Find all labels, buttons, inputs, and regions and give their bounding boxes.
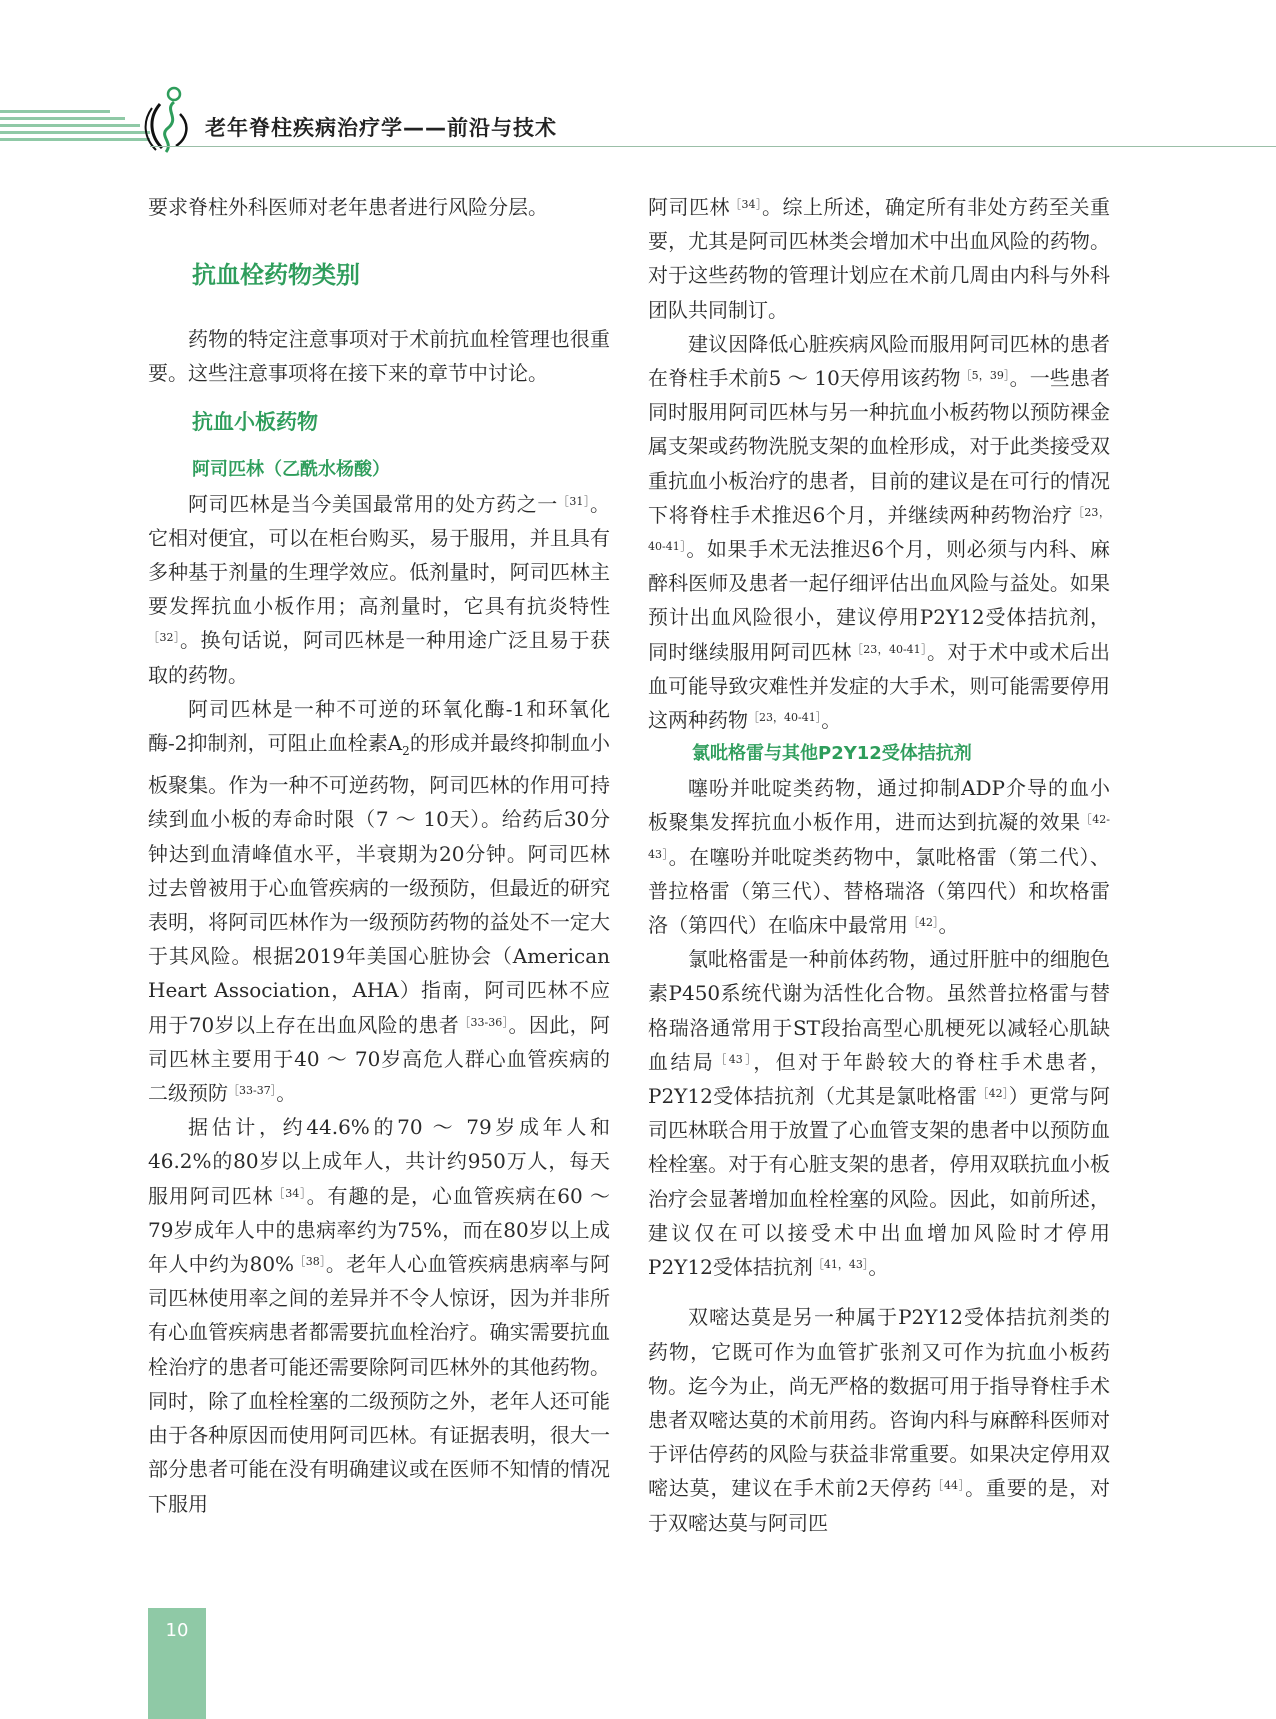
citation: ［42］ (977, 1087, 1009, 1101)
paragraph: 阿司匹林$^{[34]}$。综上所述，确定所有非处方药至关重要，尤其是阿司匹林类会增加术中出血风险的药物。对于这些药物的管理计划应在术前几周由内科与外科团队共同制订。 (648, 195, 1110, 322)
citation: ［31］ (557, 494, 590, 508)
paragraph: 双嘧达莫是另一种属于P2Y12受体拮抗剂类的药物，它既可作为血管扩张剂又可作为抗血小板药物。迄今为止，尚无严格的数据可用于指导脊柱手术患者双嘧达莫的术前用药。咨询内科与麻醉科医师对于评估停药的风险与获益非常重要。如果决定停用双嘧达莫，建议在手术前2天停药$^{[44]}$。重要的是，对于双嘧达莫与阿司匹 (648, 1305, 1111, 1535)
citation: ［33-37］ (228, 1084, 277, 1098)
right-column (648, 190, 1110, 1540)
citation: ［34］ (273, 1186, 307, 1200)
header-stripes (0, 110, 150, 146)
citation: ［23，40-41］ (748, 711, 822, 725)
subsubsection-heading: 阿司匹林（乙酰水杨酸） (192, 458, 390, 480)
paragraph: 要求脊柱外科医师对老年患者进行风险分层。 (148, 195, 548, 219)
paragraph: 建议因降低心脏疾病风险而服用阿司匹林的患者在脊柱手术前5 ～ 10天停用该药物$^{[5,39]}$。一些患者同时服用阿司匹林与另一种抗血小板药物以预防裸金属支架或药物洗脱支架的血栓形成，对于此类接受双重抗血小板治疗的患者，目前的建议是在可行的情况下将脊柱手术推迟6个月，并继续两种药物治疗$^{[23,40-41]}$。如果手术无法推迟6个月，则必须与内科、麻醉科医师及患者一起仔细评估出血风险与益处。如果预计出血风险很小，建议停用P2Y12受体拮抗剂，同时继续服用阿司匹林$^{[23,40-41]}$。对于术中或术后出血可能导致灾难性并发症的大手术，则可能需要停用这两种药物$^{[23,40-41]}$。 (648, 331, 1111, 733)
subsection-heading: 抗血小板药物 (192, 409, 318, 434)
citation: ［43］ (715, 1052, 754, 1066)
left-column (148, 190, 610, 1521)
running-header-title: 老年脊柱疾病治疗学——前沿与技术 (205, 116, 557, 140)
header-divider (150, 146, 1276, 147)
citation: ［42］ (908, 916, 939, 930)
paragraph: 据估计，约44.6%的70 ～ 79岁成年人和46.2%的80岁以上成年人，共计约950万人，每天服用阿司匹林$^{[34]}$。有趣的是，心血管疾病在60 ～ 79岁成年人中的患病率约为75%，而在80岁以上成年人中约为80%$^{[38]}$。老年人心血管疾病患病率与阿司匹林使用率之间的差异并不令人惊讶，因为并非所有心血管疾病患者都需要抗血栓治疗。确实需要抗血栓治疗的患者可能还需要除阿司匹林外的其他药物。同时，除了血栓栓塞的二级预防之外，老年人还可能由于各种原因而使用阿司匹林。有证据表明，很大一部分患者可能在没有明确建议或在医师不知情的情况下服用 (148, 1115, 611, 1516)
citation: ［33-36］ (459, 1015, 509, 1029)
citation: ［23，40-41］ (851, 642, 927, 656)
paragraph: 氯吡格雷是一种前体药物，通过肝脏中的细胞色素P450系统代谢为活性化合物。虽然普拉格雷与替格瑞洛通常用于ST段抬高型心肌梗死以减轻心肌缺血结局$^{[43]}$，但对于年龄较大的脊柱手术患者，P2Y12受体拮抗剂（尤其是氯吡格雷$^{[42]}$）更常与阿司匹林联合用于放置了心血管支架的患者中以预防血栓栓塞。对于有心脏支架的患者，停用双联抗血小板治疗会显著增加血栓栓塞的风险。因此，如前所述，建议仅在可以接受术中出血增加风险时才停用P2Y12受体拮抗剂$^{[41,43]}$。 (648, 947, 1111, 1280)
paragraph: 阿司匹林是当今美国最常用的处方药之一$^{[31]}$。它相对便宜，可以在柜台购买，易于服用，并且具有多种基于剂量的生理学效应。低剂量时，阿司匹林主要发挥抗血小板作用；高剂量时，它具有抗炎特性$^{[32]}$。换句话说，阿司匹林是一种用途广泛且易于获取的药物。 (148, 491, 610, 687)
citation: ［5，39］ (960, 369, 1010, 383)
paragraph: 药物的特定注意事项对于术前抗血栓管理也很重要。这些注意事项将在接下来的章节中讨论。 (148, 327, 610, 386)
citation: ［34］ (730, 198, 762, 211)
citation: ［41，43］ (812, 1258, 869, 1272)
paragraph: 阿司匹林是一种不可逆的环氧化酶-1和环氧化酶-2抑制剂，可阻止血栓素$A_2$的形成并最终抑制血小板聚集。作为一种不可逆药物，阿司匹林的作用可持续到血小板的寿命时限（7 ～ 10天）。给药后30分钟达到血清峰值水平，半衰期为20分钟。阿司匹林过去曾被用于心血管疾病的一级预防，但最近的研究表明，将阿司匹林作为一级预防药物的益处不一定大于其风险。根据2019年美国心脏协会（American Heart Association，AHA）指南，阿司匹林不应用于70岁以上存在出血风险的患者$^{[33-36]}$。因此，阿司匹林主要用于40 ～ 70岁高危人群心血管疾病的二级预防$^{[33-37]}$。 (148, 696, 611, 1106)
page-number: 10 (165, 1620, 189, 1641)
subsubsection-heading: 氯吡格雷与其他P2Y12受体拮抗剂 (692, 743, 972, 765)
citation: ［32］ (148, 631, 180, 645)
citation: ［23，40-41］ (648, 505, 1110, 554)
section-heading: 抗血栓药物类别 (192, 261, 360, 290)
paragraph: 噻吩并吡啶类药物，通过抑制ADP介导的血小板聚集发挥抗血小板作用，进而达到抗凝的效果$^{[42-43]}$。在噻吩并吡啶类药物中，氯吡格雷（第二代）、普拉格雷（第三代）、替格瑞洛（第四代）和坎格雷洛（第四代）在临床中最常用$^{[42]}$。 (648, 776, 1111, 938)
page-number-tab (148, 1608, 206, 1719)
citation: ［38］ (294, 1255, 326, 1269)
citation: ［44］ (932, 1479, 966, 1493)
citation: ［42-43］ (648, 813, 1111, 861)
